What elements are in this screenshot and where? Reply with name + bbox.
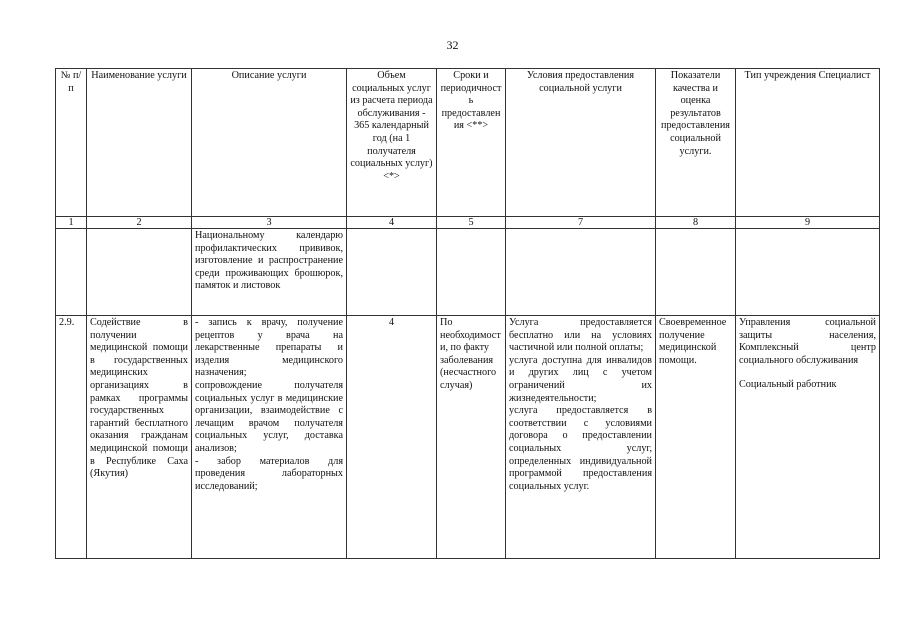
page-number: 32 [446,38,459,52]
header-service-name: Наименование услуги [87,69,192,217]
empty-cell [736,229,880,316]
column-number: 1 [56,217,87,229]
header-service-description: Описание услуги [192,69,347,217]
institution-type: Управления социальной защиты населения, Комплексный центр социального обслуживания [739,317,876,366]
header-volume: Объем социальных услуг из расчета периода обслуживания - 365 календарный год (на 1 получателя социальных услуг) <*> [347,69,437,217]
description-item: - забор материалов для проведения лабораторных исследований; [195,455,343,492]
header-quality: Показатели качества и оценка результатов предоставления социальной услуги. [656,69,736,217]
table-header-row [56,69,880,217]
description-item: - запись к врачу, получение рецептов у врача на лекарственные препараты и изделия медицинского назначения; [195,317,343,379]
column-number: 8 [656,217,736,229]
continuation-description: Национальному календарю профилактических прививок, изготовление и распространение среди проживающих брошюрок, памяток и листовок [192,229,347,316]
service-institution [736,316,880,559]
row-number: 2.9. [56,316,87,559]
empty-cell [87,229,192,316]
column-number: 3 [192,217,347,229]
column-numbers-row [56,217,880,229]
empty-cell [506,229,656,316]
empty-cell [656,229,736,316]
spacer [739,367,876,379]
description-item: сопровождение получателя социальных услуг в медицинские организации, взаимодействие с лечащим врачом получателя социальных услуг, доставка анализов; [195,379,343,454]
column-number: 4 [347,217,437,229]
service-quality: Своевременное получение медицинской помощи. [656,316,736,559]
table-row-continuation [56,229,880,316]
column-number: 7 [506,217,656,229]
services-table [55,68,880,559]
header-number: № п/п [56,69,87,217]
column-number: 9 [736,217,880,229]
empty-cell [347,229,437,316]
column-number: 5 [437,217,506,229]
empty-cell [437,229,506,316]
service-description [192,316,347,559]
header-institution: Тип учреждения Специалист [736,69,880,217]
condition-item: услуга доступна для инвалидов и других лиц с учетом ограничений их жизнедеятельности; [509,354,652,404]
condition-item: Услуга предоставляется бесплатно или на условиях частичной или полной оплаты; [509,317,652,354]
specialist: Социальный работник [739,379,837,391]
table-row-2-9 [56,316,880,559]
service-name: Содействие в получении медицинской помощи в государственных медицинских организациях в рамках программы государственных гарантий бесплатного оказания гражданам медицинской помощи в Республике Саха (Якутия) [87,316,192,559]
empty-cell [56,229,87,316]
service-conditions [506,316,656,559]
header-terms: Сроки и периодичность предоставления <**> [437,69,506,217]
service-terms: По необходимости, по факту заболевания (несчастного случая) [437,316,506,559]
condition-item: услуга предоставляется в соответствии с условиями договора о предоставлении социальных услуг, определенных индивидуальной программой предоставления социальных услуг. [509,405,652,492]
column-number: 2 [87,217,192,229]
service-volume: 4 [347,316,437,559]
header-conditions: Условия предоставления социальной услуги [506,69,656,217]
